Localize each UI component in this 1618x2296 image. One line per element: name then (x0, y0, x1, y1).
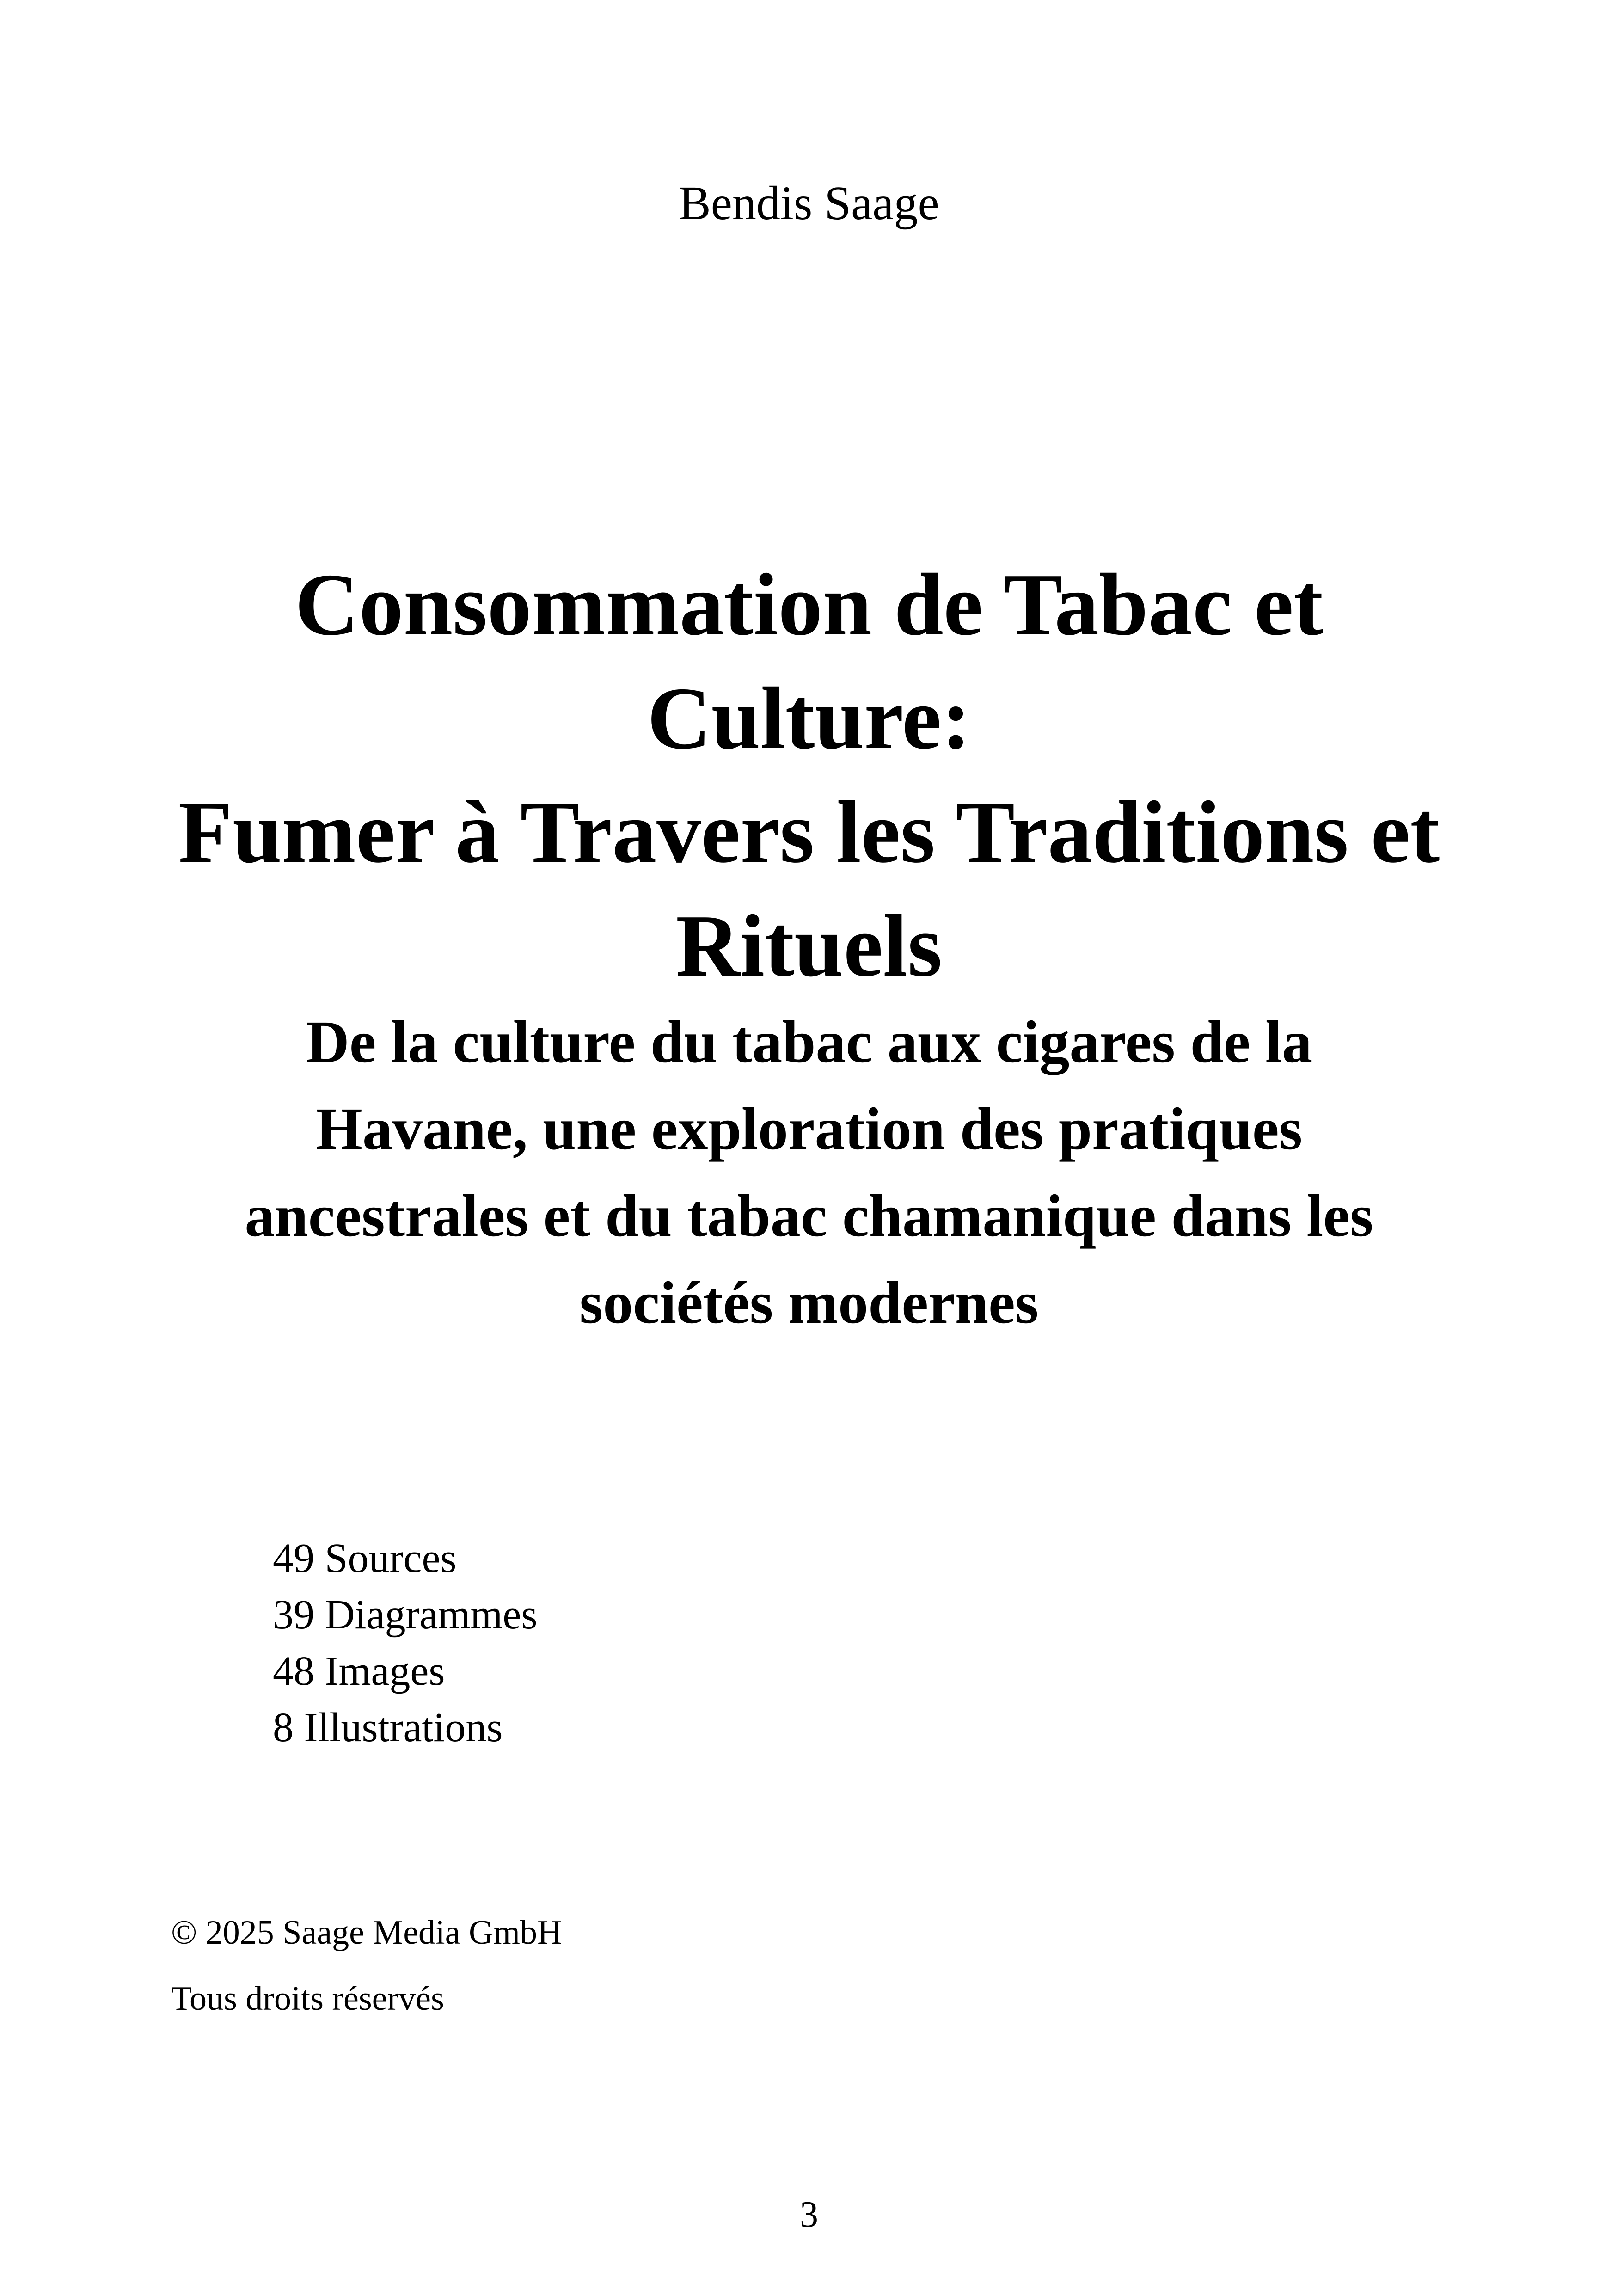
book-title-line: Fumer à Travers les Traditions et (178, 783, 1440, 881)
stat-images: 48 Images (273, 1648, 445, 1694)
book-title-line: Culture: (647, 669, 971, 767)
stat-sources: 49 Sources (273, 1535, 457, 1581)
rights-notice: Tous droits réservés (171, 1980, 444, 2018)
book-title (116, 548, 1502, 1003)
stat-diagrams: 39 Diagrammes (273, 1592, 538, 1638)
book-subtitle-line: De la culture du tabac aux cigares de la (306, 1009, 1312, 1075)
book-subtitle (139, 999, 1479, 1346)
book-subtitle-line: sociétés modernes (579, 1270, 1039, 1336)
book-subtitle-line: ancestrales et du tabac chamanique dans les (245, 1183, 1373, 1249)
author-name: Bendis Saage (679, 177, 939, 230)
book-subtitle-line: Havane, une exploration des pratiques (315, 1096, 1303, 1162)
book-title-line: Consommation de Tabac et (294, 555, 1324, 654)
copyright-notice: © 2025 Saage Media GmbH (171, 1914, 562, 1952)
page-number: 3 (800, 2194, 818, 2235)
content-stats-list (273, 1530, 537, 1756)
stat-illustrations: 8 Illustrations (273, 1705, 503, 1750)
book-title-line: Rituels (676, 896, 942, 995)
